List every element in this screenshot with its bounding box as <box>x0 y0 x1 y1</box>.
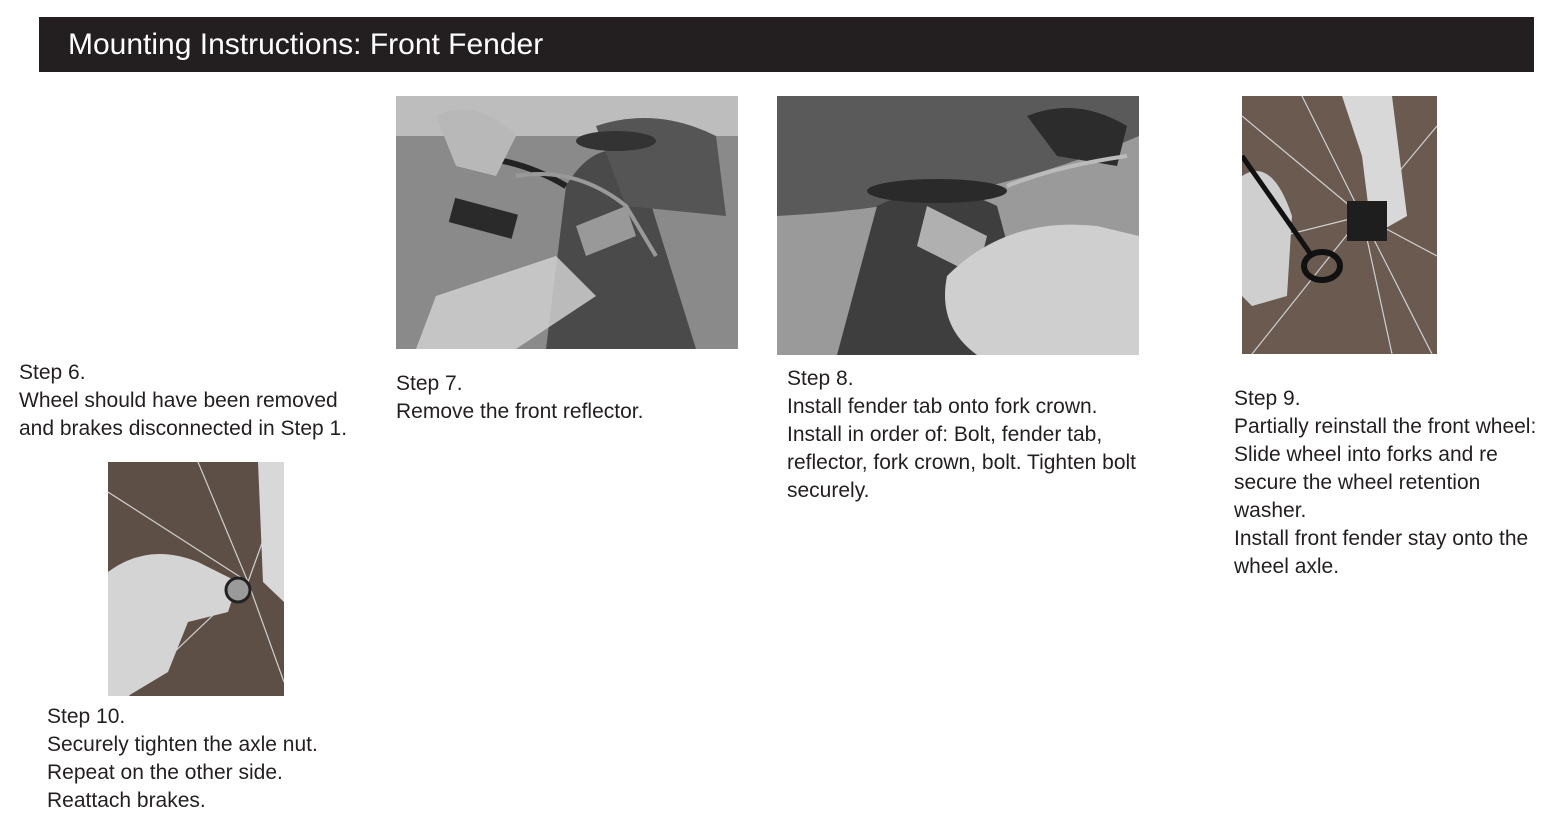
page-title: Mounting Instructions: Front Fender <box>68 28 544 61</box>
step-8-line-4: securely. <box>787 479 870 502</box>
step-10-line-2: Repeat on the other side. <box>47 761 283 784</box>
step-6-label: Step 6. <box>19 361 86 384</box>
step-10-line-3: Reattach brakes. <box>47 789 206 812</box>
step-9-line-6: wheel axle. <box>1234 555 1340 578</box>
step-8-line-2: Install in order of: Bolt, fender tab, <box>787 423 1103 446</box>
step-9-text <box>1234 385 1536 581</box>
step-10-photo <box>108 462 284 696</box>
step-8-text <box>787 365 1136 505</box>
page-header <box>39 17 1534 72</box>
step-9-label: Step 9. <box>1234 387 1301 410</box>
step-8-line-3: reflector, fork crown, bolt. Tighten bolt <box>787 451 1137 474</box>
step-9-line-1: Partially reinstall the front wheel: <box>1234 415 1537 438</box>
step-9-line-2: Slide wheel into forks and re <box>1234 443 1498 466</box>
step-10-text <box>47 703 318 815</box>
step-7-photo <box>396 96 738 349</box>
step-8-label: Step 8. <box>787 367 854 390</box>
step-9-line-4: washer. <box>1234 499 1307 522</box>
step-10-line-1: Securely tighten the axle nut. <box>47 733 318 756</box>
step-6-line-2: and brakes disconnected in Step 1. <box>19 417 348 440</box>
step-9-photo <box>1242 96 1437 354</box>
step-8-line-1: Install fender tab onto fork crown. <box>787 395 1098 418</box>
step-6-line-1: Wheel should have been removed <box>19 389 338 412</box>
step-7-line-1: Remove the front reflector. <box>396 400 644 423</box>
step-9-line-3: secure the wheel retention <box>1234 471 1481 494</box>
step-7-text <box>396 370 643 426</box>
step-9-line-5: Install front fender stay onto the <box>1234 527 1529 550</box>
step-6-text <box>19 359 347 443</box>
step-10-label: Step 10. <box>47 705 126 728</box>
step-7-label: Step 7. <box>396 372 463 395</box>
step-8-photo <box>777 96 1139 355</box>
